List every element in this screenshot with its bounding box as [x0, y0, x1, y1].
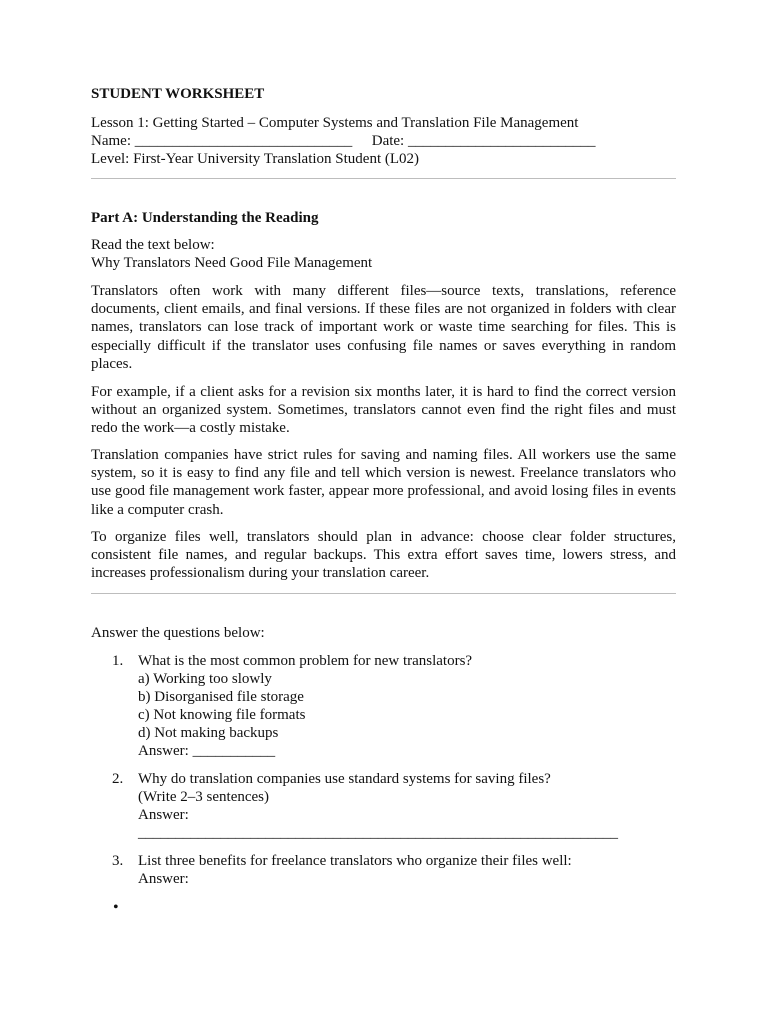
question-3-answer-label: Answer: [138, 871, 189, 887]
question-1-text: What is the most common problem for new translators? [138, 653, 473, 669]
answer-bullet: • [113, 899, 119, 916]
question-1-number: 1. [112, 653, 124, 669]
question-2-answer-blank[interactable]: ________________________________________________________________ [138, 825, 618, 841]
questions-intro: Answer the questions below: [91, 625, 265, 641]
date-blank[interactable]: _________________________ [407, 133, 596, 149]
question-2-number: 2. [112, 771, 124, 787]
part-a-heading: Part A: Understanding the Reading [91, 210, 319, 226]
question-1-option-a: a) Working too slowly [138, 671, 272, 687]
name-blank[interactable]: _____________________________ [134, 133, 353, 149]
reading-instruction: Read the text below: [91, 237, 215, 253]
reading-paragraph-1: Translators often work with many different files—source texts, translations, reference documents, client emails, and final versions. If these files are not organized in folders with clear names, translators can lose track of important work or waste time searching for files. This is especially difficult if the translator uses confusing file names or saves everything in random places. [91, 283, 676, 372]
question-3-text: List three benefits for freelance translators who organize their files well: [138, 853, 572, 869]
name-label: Name: [91, 133, 131, 149]
question-3-number: 3. [112, 853, 124, 869]
reading-paragraph-4: To organize files well, translators should plan in advance: choose clear folder structures, consistent file names, and regular backups. This extra effort saves time, lowers stress, and increases professionalism during your translation career. [91, 529, 676, 582]
reading-divider [91, 593, 676, 594]
reading-paragraph-3: Translation companies have strict rules for saving and naming files. All workers use the same system, so it is easy to find any file and tell which version is newest. Freelance translators who use good file management work faster, appear more professional, and avoid losing files in events like a computer crash. [91, 447, 676, 518]
name-date-line [91, 132, 595, 150]
level-line: Level: First-Year University Translation Student (L02) [91, 151, 420, 167]
question-2-hint: (Write 2–3 sentences) [138, 789, 270, 805]
question-1-option-b: b) Disorganised file storage [138, 689, 304, 705]
worksheet-title: STUDENT WORKSHEET [91, 86, 265, 102]
question-1-option-c: c) Not knowing file formats [138, 707, 306, 723]
reading-title: Why Translators Need Good File Management [91, 255, 373, 271]
question-1-answer[interactable]: Answer: ___________ [138, 743, 276, 759]
question-2-answer-label: Answer: [138, 807, 189, 823]
reading-paragraph-2: For example, if a client asks for a revision six months later, it is hard to find the correct version without an organized system. Sometimes, translators cannot even find the right files and must redo the work—a costly mistake. [91, 384, 676, 437]
question-2-text: Why do translation companies use standard systems for saving files? [138, 771, 551, 787]
question-1-option-d: d) Not making backups [138, 725, 279, 741]
header-divider [91, 178, 676, 179]
date-label: Date: [371, 133, 405, 149]
lesson-line: Lesson 1: Getting Started – Computer Systems and Translation File Management [91, 115, 579, 131]
